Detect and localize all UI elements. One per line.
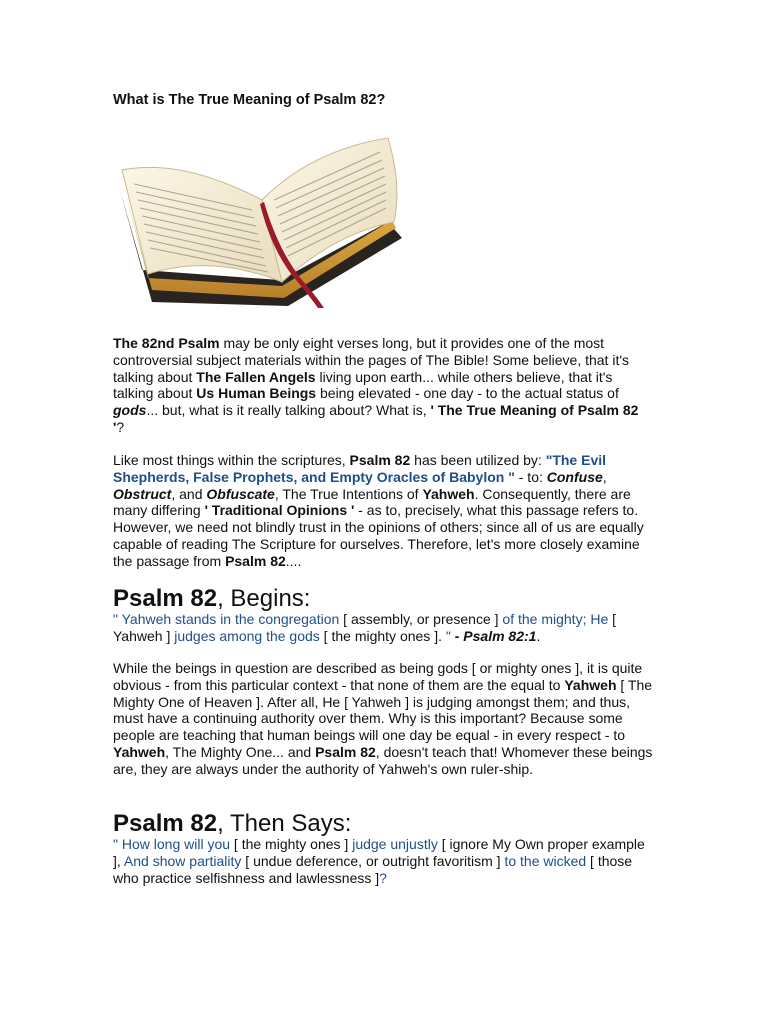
explanation-paragraph: While the beings in question are described as being gods [ or mighty ones ], it is quite obvious - from this particular context - that none of them are the equal to Yahweh [ The Mighty One of Heaven ]. After all, He [ Yahweh ] is judging amongst them; and thus, must have a continuing authority over them. Why is this important? Because some people are teaching that human beings will one day be equal - in every respect - to Yahweh, The Mighty One... and Psalm 82, doesn't teach that! Whomever these beings are, they are always under the authority of Yahweh's own ruler-ship. <box>113 660 653 777</box>
page-title: What is The True Meaning of Psalm 82? <box>113 92 386 108</box>
highlighted-quote: "The Evil Shepherds, False Prophets, and Empty Oracles of Babylon " <box>113 452 607 485</box>
section-heading-then-says: Psalm 82, Then Says: <box>113 810 352 837</box>
verse-quote-2: " How long will you [ the mighty ones ] judge unjustly [ ignore My Own proper example ], And show partiality [ undue deference, or outright favoritism ] to the wicked [ those who practice selfishness and lawlessness ]? <box>113 836 645 886</box>
open-bible-image <box>112 130 408 310</box>
verse-quote-1: " Yahweh stands in the congregation [ assembly, or presence ] of the mighty; He [ Yahweh ] judges among the gods [ the mighty ones ]. " - Psalm 82:1. <box>113 611 617 644</box>
intro-paragraph: The 82nd Psalm may be only eight verses long, but it provides one of the most controversial subject materials within the pages of The Bible! Some believe, that it's talking about The Fallen Angels living upon earth... while others believe, that it's talking about Us Human Beings being elevated - one day - to the actual status of gods... but, what is it really talking about? What is, ' The True Meaning of Psalm 82 '? <box>113 335 639 435</box>
section-heading-begins: Psalm 82, Begins: <box>113 585 311 612</box>
context-paragraph: Like most things within the scriptures, Psalm 82 has been utilized by: "The Evil Shepherds, False Prophets, and Empty Oracles of Babylon " - to: Confuse, Obstruct, and Obfuscate, The True Intentions of Yahweh. Consequently, there are many differing ' Traditional Opinions ' - as to, precisely, what this passage refers to. However, we need not blindly trust in the opinions of others; since all of us are equally capable of reading The Scripture for ourselves. Therefore, let's more closely examine the passage from Psalm 82.... <box>113 452 644 569</box>
